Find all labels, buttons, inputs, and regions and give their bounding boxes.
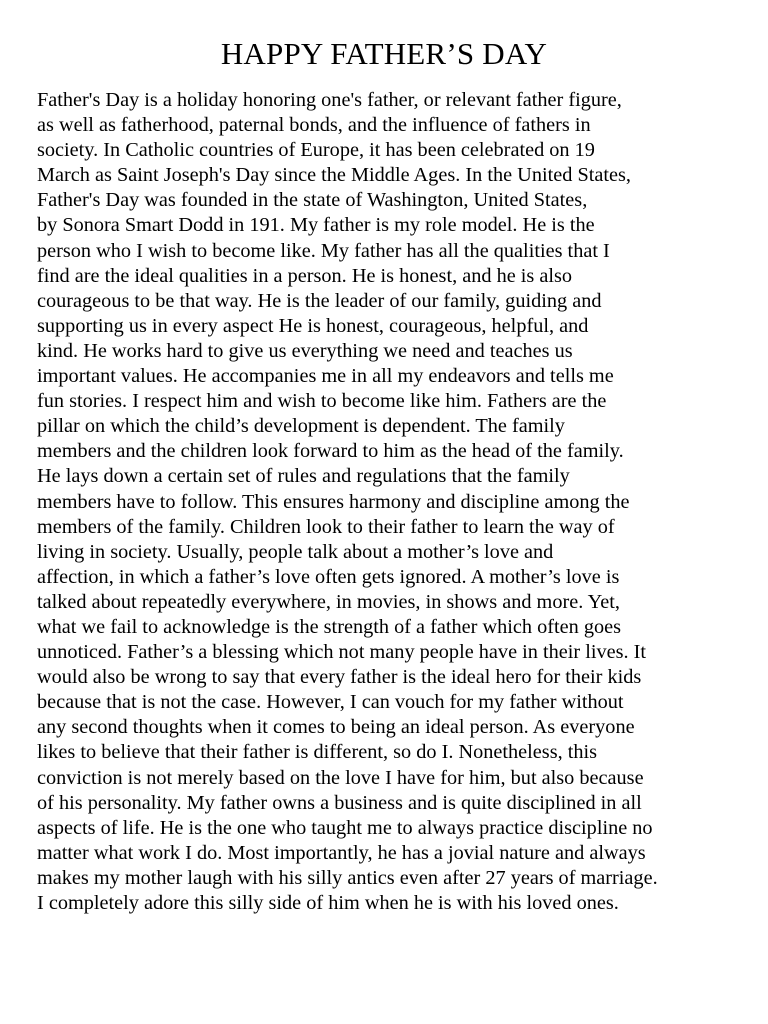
text-line: Father's Day was founded in the state of Washington, United States, — [37, 189, 588, 212]
text-line: kind. He works hard to give us everything we need and teaches us — [37, 339, 573, 362]
text-line: matter what work I do. Most importantly, he has a jovial nature and always — [37, 841, 646, 864]
text-line: affection, in which a father’s love often gets ignored. A mother’s love is — [37, 565, 620, 588]
text-line: courageous to be that way. He is the leader of our family, guiding and — [37, 289, 602, 312]
text-line: would also be wrong to say that every father is the ideal hero for their kids — [37, 666, 642, 689]
text-line: conviction is not merely based on the love I have for him, but also because — [37, 766, 644, 789]
text-line: March as Saint Joseph's Day since the Middle Ages. In the United States, — [37, 164, 631, 187]
essay-paragraph — [37, 88, 737, 916]
text-line: what we fail to acknowledge is the strength of a father which often goes — [37, 615, 622, 638]
text-line: as well as fatherhood, paternal bonds, and the influence of fathers in — [37, 114, 591, 137]
text-line: of his personality. My father owns a business and is quite disciplined in all — [37, 791, 642, 814]
text-line: pillar on which the child’s development is dependent. The family — [37, 415, 565, 438]
text-line: person who I wish to become like. My father has all the qualities that I — [37, 239, 610, 262]
text-line: because that is not the case. However, I can vouch for my father without — [37, 691, 624, 714]
text-line: any second thoughts when it comes to being an ideal person. As everyone — [37, 716, 635, 739]
document-title: HAPPY FATHER’S DAY — [220, 36, 548, 71]
text-line: talked about repeatedly everywhere, in movies, in shows and more. Yet, — [37, 590, 620, 613]
text-line: members have to follow. This ensures harmony and discipline among the — [37, 490, 630, 513]
text-line: He lays down a certain set of rules and regulations that the family — [37, 465, 570, 488]
text-line: unnoticed. Father’s a blessing which not many people have in their lives. It — [37, 641, 647, 664]
text-line: fun stories. I respect him and wish to become like him. Fathers are the — [37, 390, 607, 413]
text-line: supporting us in every aspect He is honest, courageous, helpful, and — [37, 314, 589, 337]
text-line: living in society. Usually, people talk about a mother’s love and — [37, 540, 554, 563]
text-line: likes to believe that their father is different, so do I. Nonetheless, this — [37, 741, 598, 764]
text-line: Father's Day is a holiday honoring one's father, or relevant father figure, — [37, 89, 622, 111]
text-line: find are the ideal qualities in a person. He is honest, and he is also — [37, 264, 573, 287]
text-line: members of the family. Children look to their father to learn the way of — [37, 515, 615, 538]
text-line: aspects of life. He is the one who taught me to always practice discipline no — [37, 816, 653, 839]
text-line: important values. He accompanies me in all my endeavors and tells me — [37, 365, 614, 388]
text-line: society. In Catholic countries of Europe, it has been celebrated on 19 — [37, 139, 595, 162]
text-line: makes my mother laugh with his silly antics even after 27 years of marriage. — [37, 866, 658, 889]
text-line: by Sonora Smart Dodd in 191. My father is my role model. He is the — [37, 214, 595, 237]
text-line: members and the children look forward to him as the head of the family. — [37, 440, 624, 463]
text-line: I completely adore this silly side of him when he is with his loved ones. — [37, 892, 619, 914]
